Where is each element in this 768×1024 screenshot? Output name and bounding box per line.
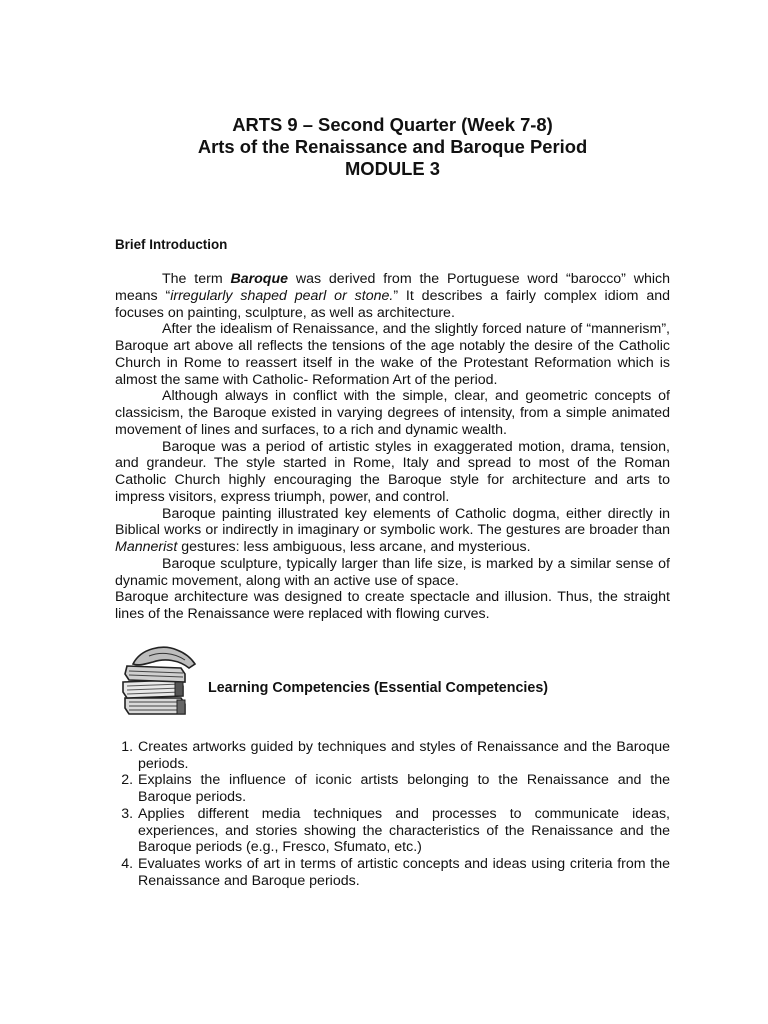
introduction-body: [115, 271, 670, 623]
list-item: 1. Creates artworks guided by techniques and styles of Renaissance and the Baroque periods.: [137, 739, 670, 773]
header-line-1: ARTS 9 – Second Quarter (Week 7-8): [232, 114, 553, 135]
p5-text-c: gestures: less ambiguous, less arcane, and mysterious.: [177, 539, 531, 555]
intro-paragraph-7: Baroque architecture was designed to create spectacle and illusion. Thus, the straight lines of the Renaissance were replaced with flowing curves.: [115, 589, 670, 622]
document-page: [115, 114, 670, 890]
term-baroque: Baroque: [230, 271, 289, 287]
module-header: [115, 114, 670, 180]
intro-paragraph-3: Although always in conflict with the simple, clear, and geometric concepts of classicism, the Baroque existed in varying degrees of intensity, from a simple animated movement of lines and surfaces, to a rich and dynamic wealth.: [115, 388, 670, 438]
books-icon: [119, 642, 199, 720]
intro-paragraph-6: Baroque sculpture, typically larger than life size, is marked by a similar sense of dynamic movement, along with an active use of space.: [115, 555, 670, 589]
p1-text-a: The term: [162, 271, 231, 287]
list-item: 3. Applies different media techniques and processes to communicate ideas, experiences, and stories showing the characteristics of the Renaissance and the Baroque periods (e.g., Fresco, Sfumato, etc.): [137, 806, 670, 856]
header-line-2: Arts of the Renaissance and Baroque Period: [197, 136, 588, 157]
brief-introduction-heading: Brief Introduction: [115, 237, 228, 252]
p5-text-a: Baroque painting illustrated key elements of Catholic dogma, either directly in Biblical works or indirectly in imaginary or symbolic work. The gestures are broader than: [115, 505, 670, 539]
learning-competencies-heading: Learning Competencies (Essential Competencies): [208, 679, 549, 696]
list-item: 4. Evaluates works of art in terms of artistic concepts and ideas using criteria from the Renaissance and Baroque periods.: [137, 856, 670, 890]
intro-paragraph-4: Baroque was a period of artistic styles in exaggerated motion, drama, tension, and grandeur. The style started in Rome, Italy and spread to most of the Roman Catholic Church highly encouraging the Baroque style for architecture and arts to impress visitors, express triumph, power, and control.: [115, 438, 670, 505]
intro-paragraph-5: [115, 506, 670, 556]
p1-text-c: was derived from the Portuguese word “barocco” which means “: [115, 271, 670, 304]
competencies-list: [115, 739, 670, 890]
list-item: 2. Explains the influence of iconic artists belonging to the Renaissance and the Baroque periods.: [137, 772, 670, 806]
term-mannerist: Mannerist: [115, 539, 178, 555]
learning-competencies-header: [115, 642, 670, 722]
header-line-3: MODULE 3: [344, 158, 441, 179]
intro-paragraph-1: [115, 271, 670, 321]
p1-text-e: ” It describes a fairly complex idiom and focuses on painting, sculpture, as well as architecture.: [115, 287, 671, 321]
meaning-quote: irregularly shaped pearl or stone.: [170, 287, 394, 304]
intro-paragraph-2: After the idealism of Renaissance, and the slightly forced nature of “mannerism”, Baroque art above all reflects the tensions of the age notably the desire of the Catholic Church in Rome to reassert itself in the wake of the Protestant Reformation which is almost the same with Catholic- Reformation Art of the period.: [115, 321, 670, 388]
